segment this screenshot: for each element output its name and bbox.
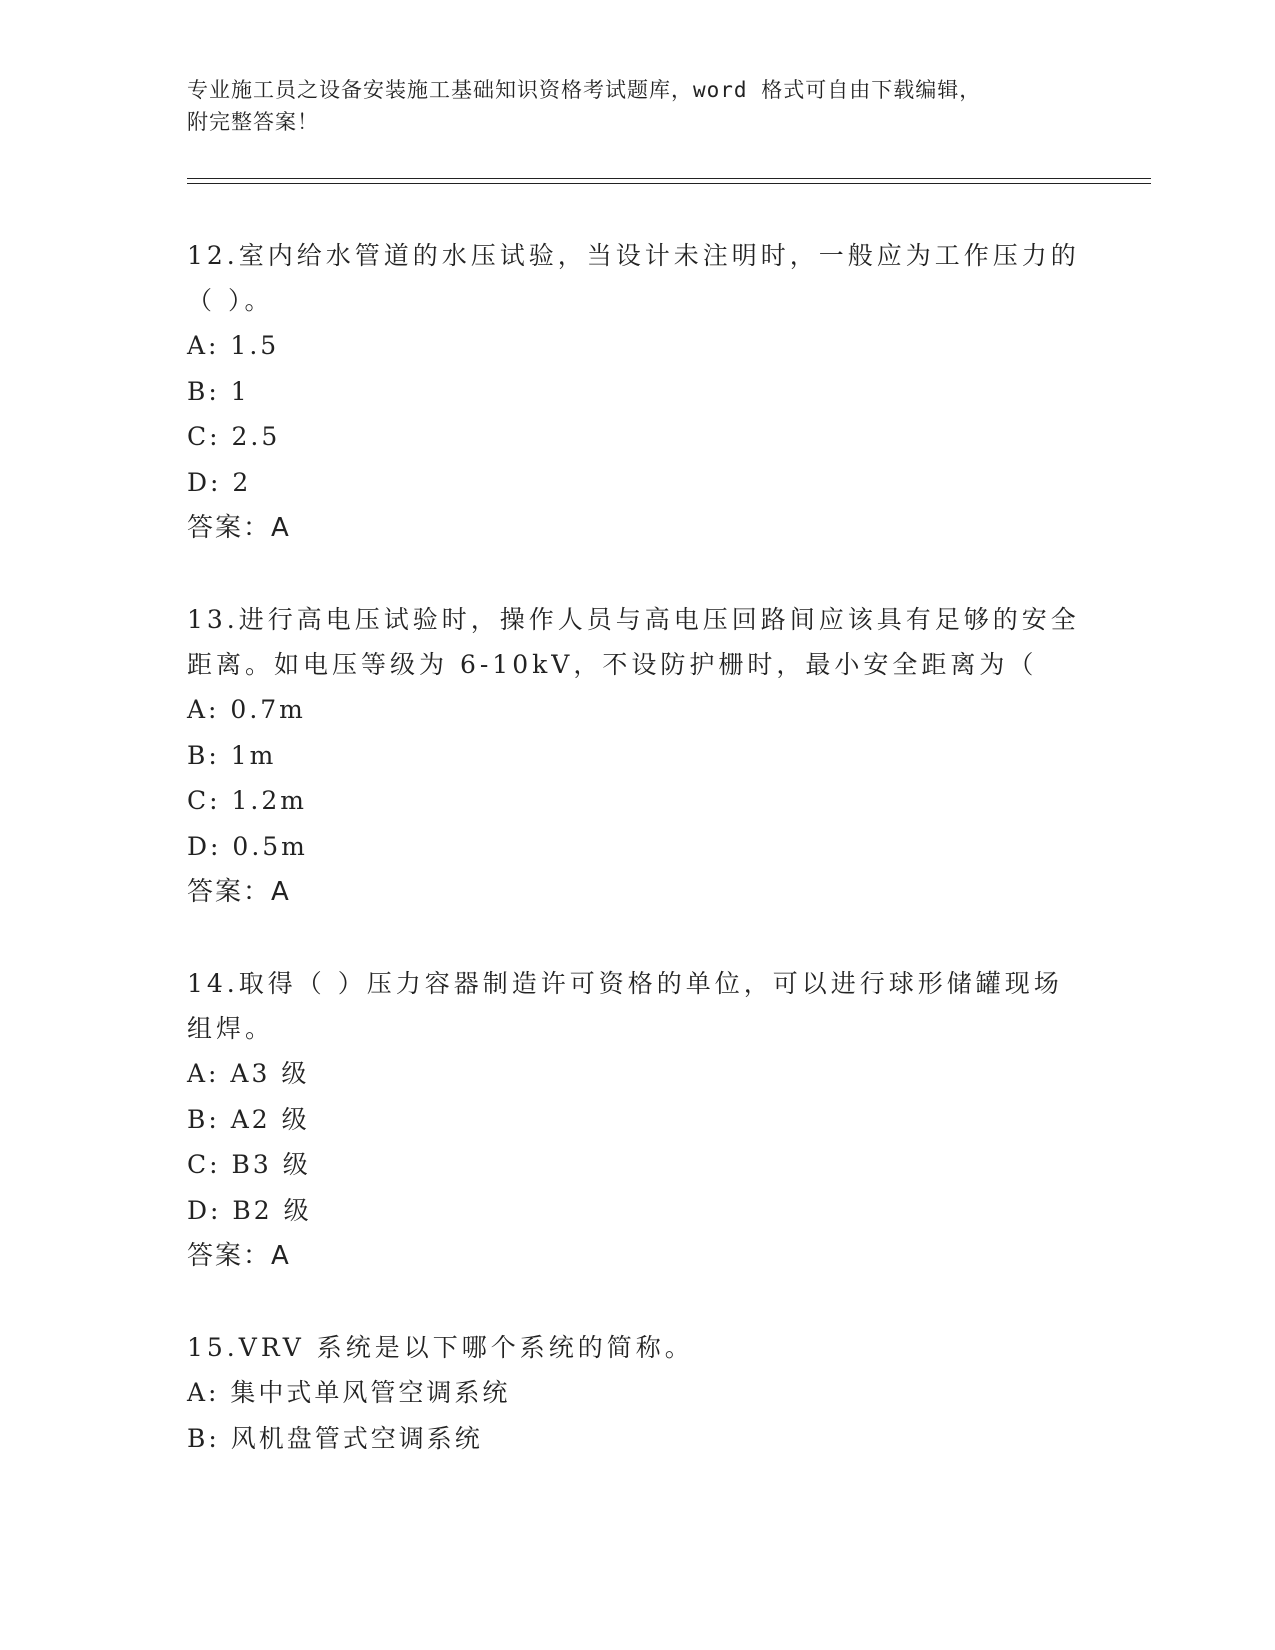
option-a: A: 集中式单风管空调系统: [187, 1378, 511, 1407]
question-text-line-1: 14.取得（ ）压力容器制造许可资格的单位，可以进行球形储罐现场: [187, 969, 1063, 998]
option-d: D: B2 级: [187, 1195, 312, 1225]
header-divider-bottom: [187, 183, 1151, 184]
option-a: A: A3 级: [187, 1059, 310, 1088]
option-b: B: 风机盘管式空调系统: [187, 1423, 483, 1453]
option-d: D: 2: [187, 467, 252, 497]
option-b: B: A2 级: [187, 1104, 310, 1134]
answer-line: 答案：A: [187, 513, 291, 543]
option-c: C: 1.2m: [187, 786, 307, 815]
answer-line: 答案：A: [187, 1241, 291, 1271]
option-a: A: 1.5: [187, 331, 280, 360]
document-header: [187, 74, 1087, 138]
option-c: C: B3 级: [187, 1150, 311, 1179]
question-14: [187, 961, 1087, 1279]
header-divider-top: [187, 178, 1151, 179]
option-c: C: 2.5: [187, 422, 281, 451]
question-text-line-2: （ ）。: [187, 286, 274, 315]
option-b: B: 1m: [187, 740, 277, 770]
question-text-line-2: 组焊。: [187, 1014, 275, 1043]
question-15: [187, 1325, 1087, 1461]
question-text-line-2: 距离。如电压等级为 6-10kV，不设防护栅时，最小安全距离为（: [187, 650, 1038, 679]
header-line-2: 附完整答案！: [187, 110, 319, 134]
option-b: B: 1: [187, 376, 250, 406]
option-d: D: 0.5m: [187, 831, 308, 861]
option-a: A: 0.7m: [187, 695, 306, 724]
answer-line: 答案：A: [187, 877, 291, 907]
question-13: [187, 597, 1087, 915]
question-text-line-1: 15.VRV 系统是以下哪个系统的简称。: [187, 1333, 694, 1362]
question-text-line-1: 12.室内给水管道的水压试验，当设计未注明时，一般应为工作压力的: [187, 241, 1080, 270]
question-12: [187, 233, 1087, 551]
question-text-line-1: 13.进行高电压试验时，操作人员与高电压回路间应该具有足够的安全: [187, 605, 1080, 634]
header-line-1: 专业施工员之设备安装施工基础知识资格考试题库，word 格式可自由下载编辑，: [187, 78, 982, 102]
